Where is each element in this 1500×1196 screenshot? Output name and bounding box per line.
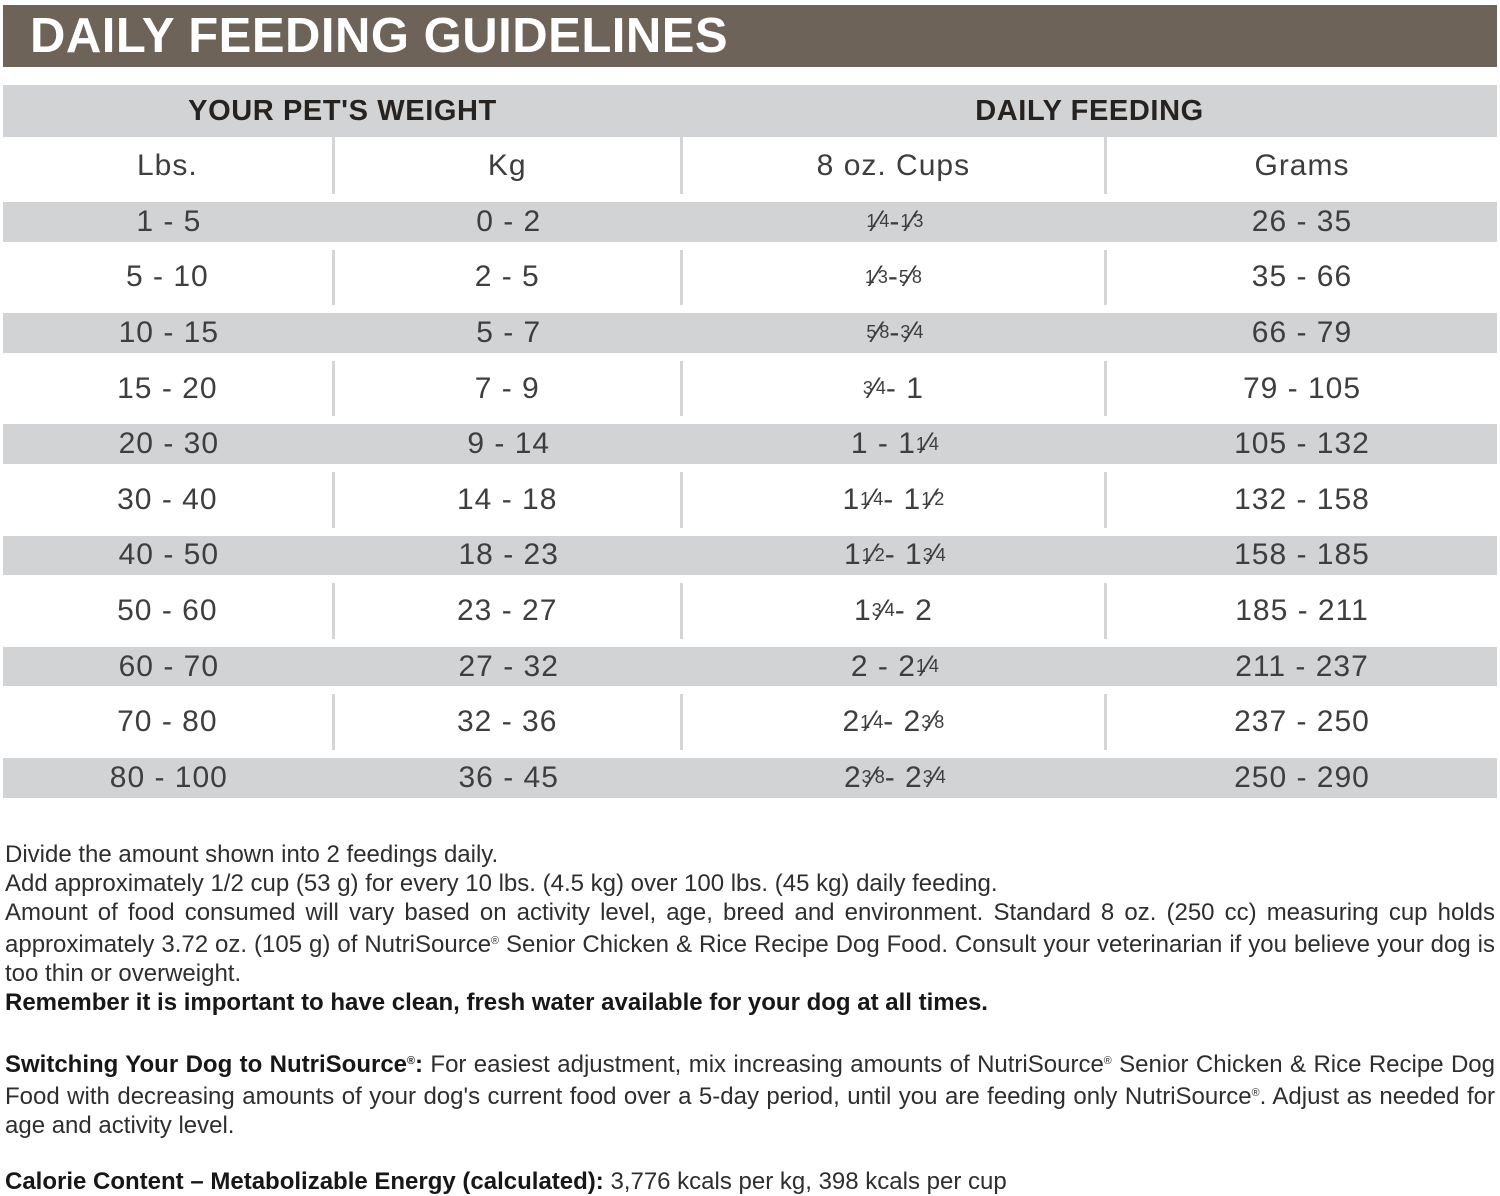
table-row [3,750,1497,806]
note-paragraph-4: Remember it is important to have clean, fresh water available for your dog at all times. [5,988,988,1016]
column-header-cups: 8 oz. Cups [683,137,1107,194]
note-paragraph-2: Add approximately 1/2 cup (53 g) for every 10 lbs. (4.5 kg) over 100 lbs. (45 kg) daily feeding. [5,869,998,897]
cell-kg: 9 - 14 [467,427,551,461]
cell-lbs: 50 - 60 [3,583,335,639]
page-title: DAILY FEEDING GUIDELINES [30,9,729,63]
cell-lbs: 40 - 50 [118,538,220,572]
cell-cups: 1 ⁄ 3 - 5 ⁄ 8 [683,250,1107,306]
table-row [3,528,1497,584]
feeding-notes-section [5,840,1495,1196]
table-column-header-row [3,137,1497,194]
table-row [3,472,1497,528]
table-row [3,639,1497,695]
cell-grams: 185 - 211 [1235,593,1369,627]
cell-lbs: 30 - 40 [3,472,335,528]
cell-kg: 5 - 7 [476,315,542,349]
cell-kg: 36 - 45 [458,760,559,794]
cell-cups: 3 ⁄ 4 - 1 [683,361,1107,417]
column-header-grams: Grams [1254,148,1350,182]
table-row [3,583,1497,639]
cell-kg: 18 - 23 [458,538,559,572]
cell-lbs: 15 - 20 [3,361,335,417]
cell-kg: 2 - 5 [335,250,683,306]
cell-lbs: 20 - 30 [118,427,220,461]
cell-grams: 105 - 132 [1234,427,1370,461]
cell-kg: 7 - 9 [335,361,683,417]
table-group-header-row [3,85,1497,137]
cell-kg: 23 - 27 [335,583,683,639]
cell-grams: 132 - 158 [1234,482,1370,516]
note-paragraph-5: Switching Your Dog to NutriSource®: For easiest adjustment, mix increasing amounts of NutriSource® Senior Chicken & Rice Recipe Dog Food with decreasing amounts of your dog's current food over a 5-day period, until you are feeding only NutriSource®. Adjust as needed for age and activity level. [5,1050,1495,1139]
cell-kg: 0 - 2 [476,204,542,238]
table-body [3,194,1497,806]
cell-lbs: 5 - 10 [3,250,335,306]
cell-grams: 79 - 105 [1242,371,1362,405]
cell-cups: 2 1 ⁄ 4 - 2 3 ⁄ 8 [683,694,1107,750]
column-header-lbs: Lbs. [3,137,335,194]
cell-lbs: 70 - 80 [3,694,335,750]
cell-grams: 158 - 185 [1234,538,1370,572]
cell-cups: 1 1 ⁄ 2 - 1 3 ⁄ 4 [843,538,946,572]
group-header-your-pets-weight: YOUR PET'S WEIGHT [188,94,497,127]
cell-grams: 66 - 79 [1251,315,1353,349]
table-row [3,361,1497,417]
table-row [3,305,1497,361]
cell-cups: 2 3 ⁄ 8 - 2 3 ⁄ 4 [843,760,946,794]
cell-kg: 14 - 18 [335,472,683,528]
cell-grams: 35 - 66 [1251,260,1353,294]
table-row [3,250,1497,306]
note-paragraph-6: Calorie Content – Metabolizable Energy (calculated): 3,776 kcals per kg, 398 kcals per cup [5,1167,1007,1195]
cell-lbs: 60 - 70 [118,649,220,683]
cell-grams: 250 - 290 [1234,760,1370,794]
table-row [3,694,1497,750]
cell-lbs: 1 - 5 [136,204,202,238]
cell-kg: 27 - 32 [458,649,559,683]
cell-lbs: 10 - 15 [118,315,220,349]
cell-cups: 1 1 ⁄ 4 - 1 1 ⁄ 2 [683,472,1107,528]
page-title-bar [3,5,1497,67]
cell-grams: 211 - 237 [1235,649,1369,683]
note-paragraph-1: Divide the amount shown into 2 feedings daily. [5,840,499,868]
feeding-table [3,85,1497,806]
table-row [3,416,1497,472]
group-header-daily-feeding: DAILY FEEDING [975,94,1204,127]
note-paragraph-3: Amount of food consumed will vary based on activity level, age, breed and environment. Standard 8 oz. (250 cc) measuring cup holds approximately 3.72 oz. (105 g) of NutriSource® Senior Chicken & Rice Recipe Dog Food. Consult your veterinarian if you believe your dog is too thin or overweight. [5,898,1495,987]
cell-grams: 26 - 35 [1251,204,1353,238]
column-header-kg: Kg [335,137,683,194]
table-row [3,194,1497,250]
cell-cups: 1 ⁄ 4 - 1 ⁄ 3 [866,204,924,238]
cell-cups: 2 - 2 1 ⁄ 4 [850,649,939,683]
cell-grams: 237 - 250 [1234,705,1370,739]
cell-cups: 1 - 1 1 ⁄ 4 [850,427,939,461]
cell-cups: 5 ⁄ 8 - 3 ⁄ 4 [866,315,924,349]
cell-cups: 1 3 ⁄ 4 - 2 [683,583,1107,639]
cell-kg: 32 - 36 [335,694,683,750]
cell-lbs: 80 - 100 [109,760,228,794]
feeding-guidelines-page [0,5,1500,1196]
